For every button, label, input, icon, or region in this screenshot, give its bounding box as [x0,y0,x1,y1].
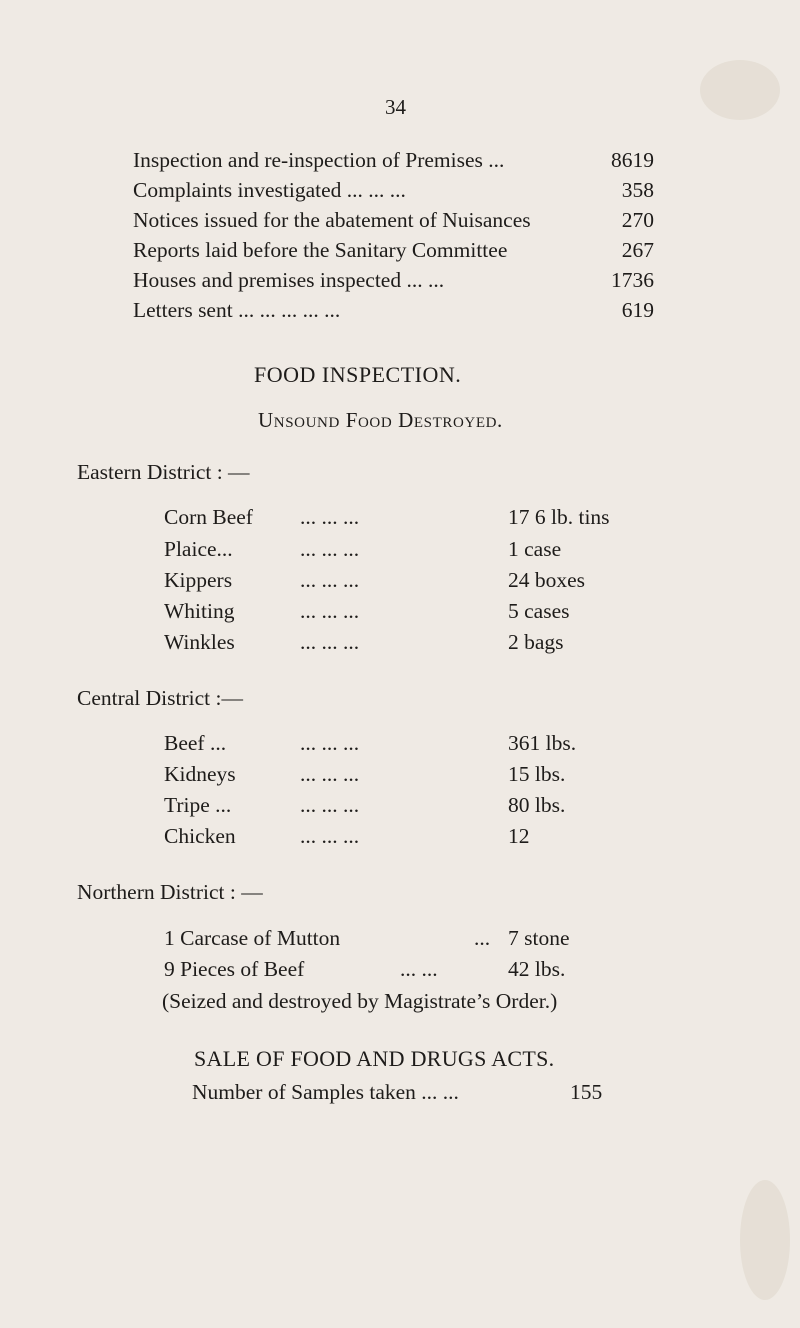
leader-dots: ... [474,926,491,950]
stat-value: 1736 [611,268,654,292]
leader-dots: ... ... ... [300,731,360,755]
food-item-name: Plaice... [164,537,233,561]
food-item-quantity: 17 6 lb. tins [508,505,610,529]
stat-value: 270 [621,208,654,232]
leader-dots: ... ... ... [300,568,360,592]
page-number: 34 [385,95,406,119]
leader-dots: ... ... ... [300,537,360,561]
food-item-quantity: 5 cases [508,599,570,623]
stat-label: Inspection and re-inspection of Premises ... [133,148,505,172]
food-item-name: Kidneys [164,762,236,786]
food-item-name: 1 Carcase of Mutton [164,926,341,950]
food-item-quantity: 1 case [508,537,562,561]
food-item-quantity: 2 bags [508,630,564,654]
food-item-name: Corn Beef [164,505,253,529]
stat-label: Reports laid before the Sanitary Committee [133,238,508,262]
stat-value: 267 [621,238,654,262]
leader-dots: ... ... ... [300,505,360,529]
food-item-name: Winkles [164,630,235,654]
food-item-name: Tripe ... [164,793,232,817]
samples-value: 155 [570,1080,603,1104]
food-item-name: Chicken [164,824,236,848]
district-heading: Northern District : — [77,880,263,904]
stat-label: Complaints investigated ... ... ... [133,178,406,202]
stat-label: Letters sent ... ... ... ... ... [133,298,341,322]
leader-dots: ... ... ... [300,793,360,817]
paper-stain [740,1180,790,1300]
leader-dots: ... ... ... [300,630,360,654]
district-heading: Eastern District : — [77,460,250,484]
food-item-name: Whiting [164,599,235,623]
food-item-quantity: 80 lbs. [508,793,566,817]
stat-value: 8619 [611,148,654,172]
section-subtitle: Unsound Food Destroyed. [258,408,503,432]
paper-stain [700,60,780,120]
food-item-quantity: 12 [508,824,530,848]
stat-value: 619 [621,298,654,322]
food-item-name: Beef ... [164,731,227,755]
stat-label: Notices issued for the abatement of Nuisances [133,208,531,232]
leader-dots: ... ... ... [300,599,360,623]
section-title: FOOD INSPECTION. [254,362,462,387]
stat-value: 358 [621,178,654,202]
stat-label: Houses and premises inspected ... ... [133,268,445,292]
food-item-name: Kippers [164,568,233,592]
food-item-name: 9 Pieces of Beef [164,957,305,981]
food-item-quantity: 15 lbs. [508,762,566,786]
district-heading: Central District :— [77,686,243,710]
leader-dots: ... ... [400,957,438,981]
food-item-quantity: 7 stone [508,926,570,950]
food-item-quantity: 361 lbs. [508,731,577,755]
food-item-quantity: 42 lbs. [508,957,566,981]
samples-label: Number of Samples taken ... ... [192,1080,459,1104]
food-item-quantity: 24 boxes [508,568,586,592]
leader-dots: ... ... ... [300,762,360,786]
section-title: SALE OF FOOD AND DRUGS ACTS. [194,1046,555,1071]
magistrate-note: (Seized and destroyed by Magistrate’s Order.) [162,989,558,1013]
leader-dots: ... ... ... [300,824,360,848]
